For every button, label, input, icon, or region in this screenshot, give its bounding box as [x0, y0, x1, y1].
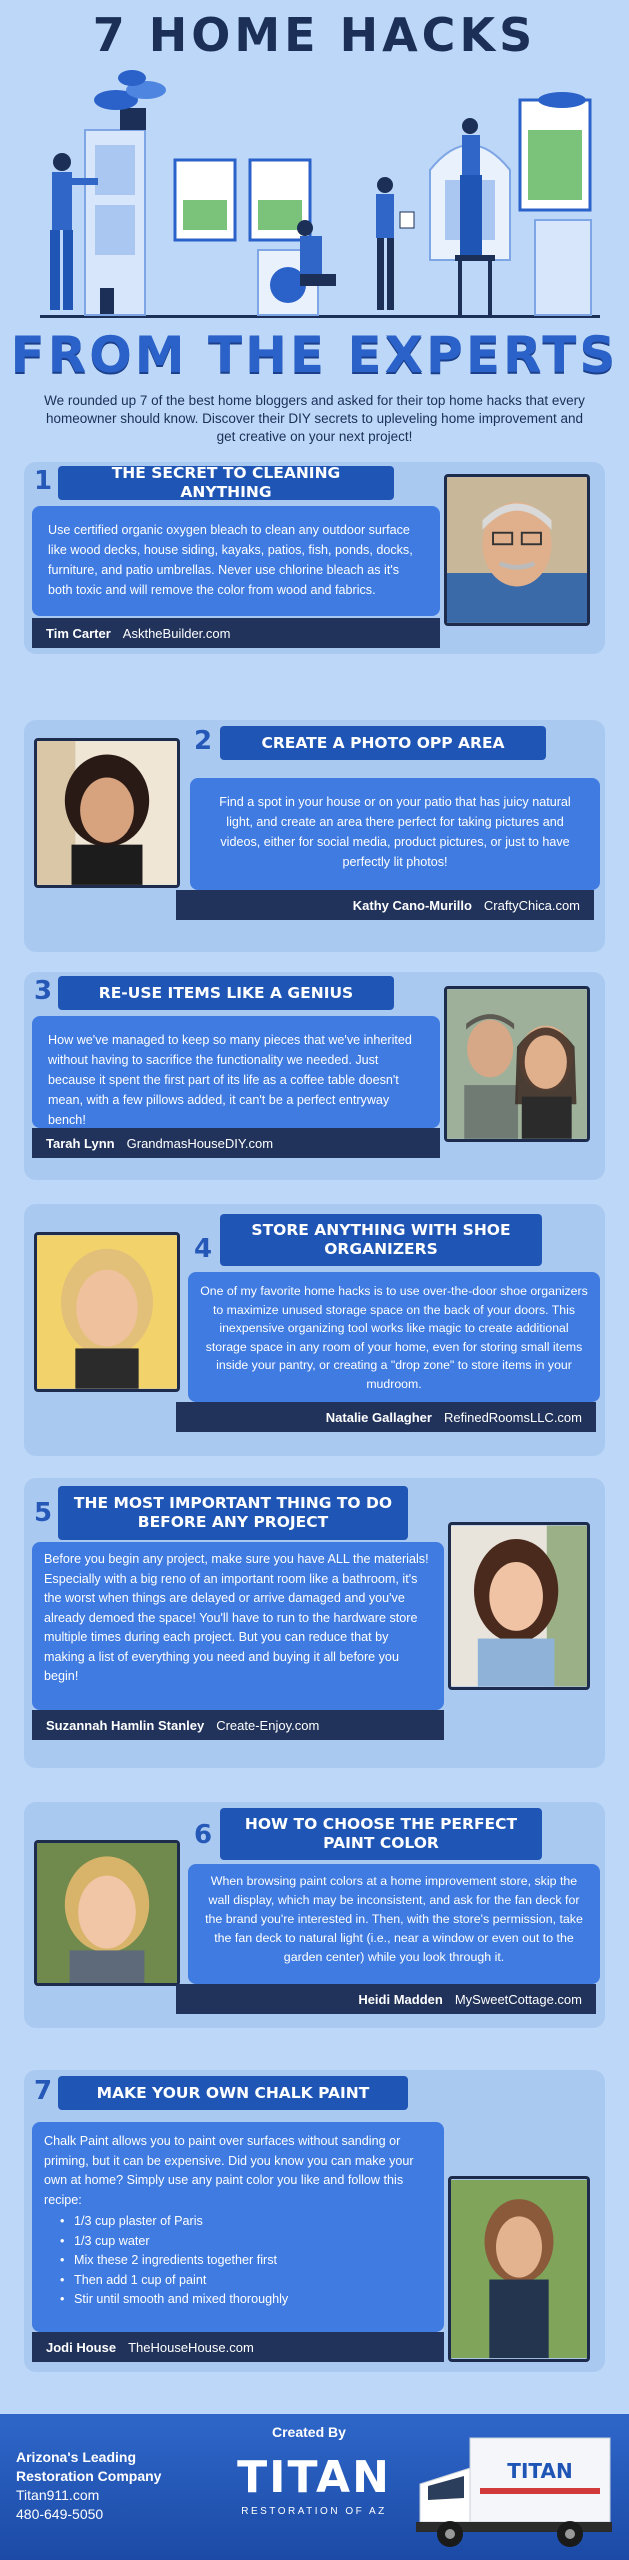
hack-title: THE SECRET TO CLEANING ANYTHING	[58, 466, 394, 500]
hack-text: Chalk Paint allows you to paint over surfaces without sanding or priming, but it can be expensive. Did you know you can make your own at home? Simply use any paint color you like and follow this recipe:	[44, 2134, 414, 2207]
hack-card-6	[24, 1802, 605, 2028]
author-byline	[32, 1710, 444, 1740]
hack-number: 5	[34, 1498, 53, 1528]
recipe-step: • Mix these 2 ingredients together first	[44, 2251, 432, 2271]
hack-card-2	[24, 720, 605, 952]
company-info	[16, 2448, 161, 2524]
author-site: TheHouseHouse.com	[128, 2339, 254, 2355]
restoration-truck-image	[410, 2428, 620, 2556]
author-name: Natalie Gallagher	[325, 1409, 432, 1425]
recipe-step: • Then add 1 cup of paint	[44, 2271, 432, 2291]
hack-card-3	[24, 972, 605, 1180]
hack-card-5	[24, 1478, 605, 1768]
author-photo	[448, 2176, 590, 2362]
created-by-label: Created By	[272, 2424, 346, 2440]
hack-title: RE-USE ITEMS LIKE A GENIUS	[58, 976, 394, 1010]
recipe-step: • 1/3 cup water	[44, 2232, 432, 2252]
hack-number: 7	[34, 2076, 53, 2106]
intro-paragraph: We rounded up 7 of the best home bloggers and asked for their top home hacks that every homeowner should know. Discover their DIY secrets to upleveling home improvement and get creative on your next project!	[44, 393, 585, 444]
main-title: 7 HOME HACKS	[92, 8, 537, 62]
tagline-line2: Restoration Company	[16, 2468, 162, 2484]
subtitle-from-the-experts: FROM THE EXPERTS	[10, 326, 619, 384]
author-name: Tarah Lynn	[46, 1135, 115, 1151]
hack-text-block	[32, 2122, 444, 2332]
author-byline	[176, 1402, 596, 1432]
author-byline	[176, 890, 594, 920]
hack-title: CREATE A PHOTO OPP AREA	[220, 726, 546, 760]
tagline-line1: Arizona's Leading	[16, 2449, 137, 2465]
author-photo	[444, 986, 590, 1142]
company-phone[interactable]: 480-649-5050	[16, 2506, 104, 2522]
hack-text: Use certified organic oxygen bleach to clean any outdoor surface like wood decks, house siding, kayaks, patios, fish, ponds, docks, furniture, and patio umbrellas. Never use chlorine bleach as it's both toxic and will remove the color from wood and fabrics.	[32, 506, 440, 616]
author-site: RefinedRoomsLLC.com	[443, 1409, 582, 1425]
hack-card-4	[24, 1204, 605, 1456]
author-name: Heidi Madden	[358, 1991, 443, 2007]
author-site: CraftyChica.com	[483, 897, 580, 913]
truck-logo-text: TITAN	[507, 2459, 573, 2483]
author-photo	[34, 1232, 180, 1392]
hack-title: MAKE YOUR OWN CHALK PAINT	[58, 2076, 408, 2110]
author-photo	[448, 1522, 590, 1690]
titan-logo	[232, 2450, 396, 2500]
recipe-list	[44, 2212, 432, 2310]
author-byline	[32, 618, 440, 648]
author-name: Kathy Cano-Murillo	[352, 897, 472, 913]
author-site: MySweetCottage.com	[454, 1991, 582, 2007]
hack-title: STORE ANYTHING WITH SHOE ORGANIZERS	[220, 1214, 542, 1266]
hack-text: One of my favorite home hacks is to use over-the-door shoe organizers to maximize unused storage space on the back of your doors. This inexpensive organizing tool works like magic to create additional storage space in any room of your home, even for storing small items inside your pantry, or creating a "drop zone" to store items in your mudroom.	[188, 1272, 600, 1402]
author-name: Jodi House	[46, 2339, 117, 2355]
author-byline	[176, 1984, 596, 2014]
author-photo	[34, 1840, 180, 1986]
hack-title: THE MOST IMPORTANT THING TO DO BEFORE ANY PROJECT	[58, 1486, 408, 1540]
hack-text: How we've managed to keep so many pieces that we've inherited without having to sacrifice the functionality we needed. Just because it spent the first part of its life as a coffee table doesn't mean, with a few pillows added, it can't be a perfect entryway bench!	[32, 1016, 440, 1128]
home-improvement-illustration	[0, 60, 629, 330]
company-website[interactable]: Titan911.com	[16, 2487, 100, 2503]
author-name: Tim Carter	[46, 625, 111, 641]
hack-number: 3	[34, 976, 53, 1006]
author-byline	[32, 2332, 444, 2362]
recipe-step: • Stir until smooth and mixed thoroughly	[44, 2290, 432, 2310]
hack-text: When browsing paint colors at a home improvement store, skip the wall display, which may be inconsistent, and ask for the fan deck for the brand you're interested in. Then, with the store's permission, take the fan deck to natural light (i.e., near a window or even out to the garden center) while you look through it.	[188, 1864, 600, 1984]
titan-logo-text: TITAN	[237, 2452, 391, 2500]
titan-logo-subtitle: RESTORATION OF AZ	[241, 2506, 387, 2517]
hack-number: 4	[194, 1234, 213, 1264]
author-name: Suzannah Hamlin Stanley	[46, 1717, 205, 1733]
author-site: AsktheBuilder.com	[122, 625, 231, 641]
hack-number: 1	[34, 466, 53, 496]
hack-card-7	[24, 2070, 605, 2372]
hack-text: Find a spot in your house or on your patio that has juicy natural light, and create an area there perfect for taking pictures and videos, either for social media, product pictures, or just to have perfectly lit photos!	[190, 778, 600, 890]
hack-text: Before you begin any project, make sure you have ALL the materials! Especially with a big reno of an important room like a bathroom, it's the worst when things are delayed or arrive damaged and you've already demoed the space! You'll have to run to the hardware store multiple times during each project. But you can reduce that by making a list of everything you need and buying it all before you begin!	[32, 1542, 444, 1710]
author-photo	[444, 474, 590, 626]
hack-number: 6	[194, 1820, 213, 1850]
hack-card-1	[24, 462, 605, 654]
author-byline	[32, 1128, 440, 1158]
hack-title: HOW TO CHOOSE THE PERFECT PAINT COLOR	[220, 1808, 542, 1860]
footer	[0, 2414, 629, 2560]
recipe-step: • 1/3 cup plaster of Paris	[44, 2212, 432, 2232]
author-site: GrandmasHouseDIY.com	[126, 1135, 274, 1151]
author-site: Create-Enjoy.com	[216, 1717, 320, 1733]
author-photo	[34, 738, 180, 888]
hack-number: 2	[194, 726, 213, 756]
